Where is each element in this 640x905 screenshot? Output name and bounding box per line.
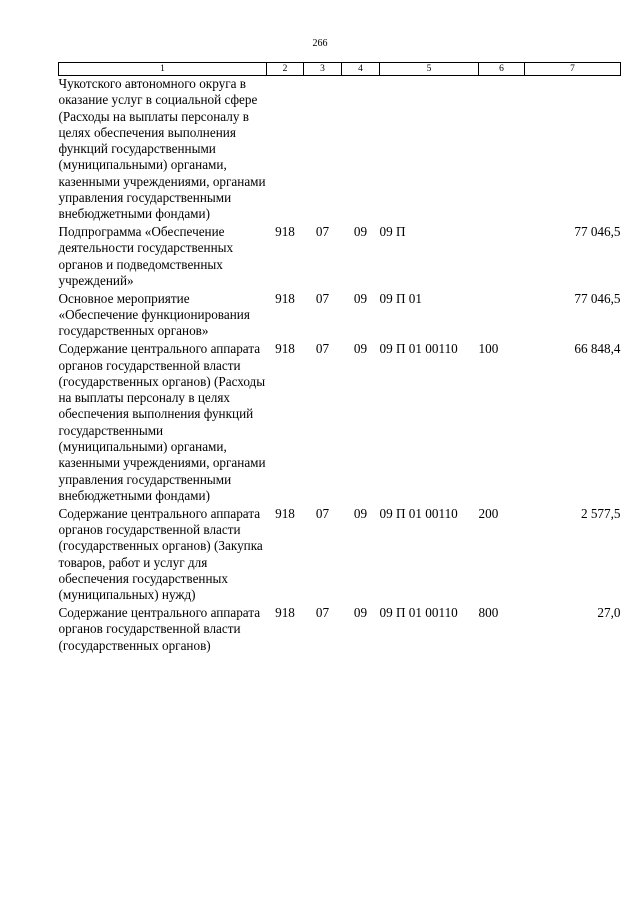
row-rz: 07 <box>315 224 330 240</box>
row-csr: 09 П <box>379 224 406 240</box>
row-ved: 918 <box>275 290 295 306</box>
row-vr <box>479 224 525 291</box>
row-name: Основное мероприятие «Обеспечение функционирования государственных органов» <box>58 290 250 339</box>
header-row <box>59 63 621 76</box>
header-col-1: 1 <box>59 63 267 76</box>
row-sum: 77 046,5 <box>574 290 621 306</box>
row-sum: 66 848,4 <box>574 341 621 357</box>
row-rz: 07 <box>315 341 330 357</box>
row-csr: 09 П 01 00110 <box>379 341 458 357</box>
row-sum: 27,0 <box>597 605 621 620</box>
row-rz: 07 <box>315 605 330 620</box>
row-vr <box>479 291 525 341</box>
row-pr <box>342 76 380 225</box>
row-name: Содержание центрального аппарата органов государственной власти (государственных органов) (Расходы на выплаты персоналу в целях обеспечения выполнения функций государственными (муниципальными) органами, казенными учреждениями, органами управления государственными внебюджетными фондами) <box>58 341 266 503</box>
header-col-6: 6 <box>479 63 525 76</box>
row-rz <box>304 76 342 225</box>
row-sum: 2 577,5 <box>580 505 621 521</box>
table-row <box>59 506 621 605</box>
header-col-5: 5 <box>380 63 479 76</box>
row-pr: 09 <box>353 505 368 521</box>
header-col-4: 4 <box>342 63 380 76</box>
page-number: 266 <box>312 38 328 49</box>
table-row <box>59 291 621 341</box>
row-name: Подпрограмма «Обеспечение деятельности государственных органов и подведомственных учреждений» <box>58 224 234 289</box>
header-col-7: 7 <box>525 63 621 76</box>
row-rz: 07 <box>315 505 330 521</box>
row-ved <box>267 76 304 225</box>
row-ved: 918 <box>275 505 295 521</box>
row-name: Чукотского автономного округа в оказание услуг в социальной сфере (Расходы на выплаты персоналу в целях обеспечения выполнения функций государственными (муниципальными) органами, казенными учреждениями, органами управления государственными внебюджетными фондами) <box>58 76 266 222</box>
row-csr: 09 П 01 00110 <box>379 505 458 521</box>
row-sum <box>525 76 621 225</box>
budget-table <box>58 62 621 655</box>
row-rz: 07 <box>315 290 330 306</box>
table-row <box>59 605 621 655</box>
row-name: Содержание центрального аппарата органов государственной власти (государственных органов) <box>58 605 261 653</box>
row-name: Содержание центрального аппарата органов государственной власти (государственных органов) (Закупка товаров, работ и услуг для обеспечения государственных (муниципальных) нужд) <box>58 505 263 603</box>
row-vr: 200 <box>478 505 499 521</box>
row-csr: 09 П 01 <box>379 290 422 306</box>
table-row <box>59 341 621 505</box>
row-pr: 09 <box>353 605 368 620</box>
table-header <box>59 63 621 76</box>
row-pr: 09 <box>353 290 368 306</box>
table-row <box>59 224 621 291</box>
header-col-2: 2 <box>267 63 304 76</box>
row-vr: 100 <box>478 341 499 357</box>
row-csr: 09 П 01 00110 <box>379 605 458 620</box>
row-vr <box>479 76 525 225</box>
table-row <box>59 76 621 225</box>
row-pr: 09 <box>353 341 368 357</box>
table-body <box>59 76 621 656</box>
row-vr: 800 <box>478 605 499 620</box>
row-pr: 09 <box>353 224 368 240</box>
row-csr <box>380 76 479 225</box>
row-ved: 918 <box>275 605 295 620</box>
row-ved: 918 <box>275 224 295 240</box>
header-col-3: 3 <box>304 63 342 76</box>
row-sum: 77 046,5 <box>574 224 621 240</box>
row-ved: 918 <box>275 341 295 357</box>
